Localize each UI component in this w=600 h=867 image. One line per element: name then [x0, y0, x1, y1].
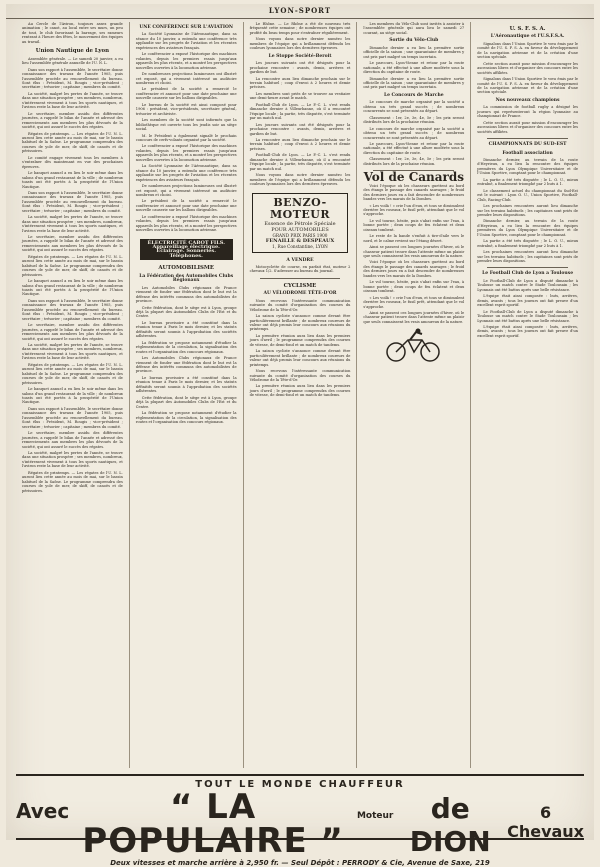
column-5	[471, 22, 584, 768]
ad-brand: BENZO-MOTEUR	[269, 195, 331, 221]
ad-line: Essence de Pétrole Spéciale	[264, 220, 336, 227]
section-heading: Sortie du Vélo-Club	[389, 38, 439, 44]
paragraph: La rencontre aura lieu dimanche prochain sur le terrain habituel ; coup d'envoi à 2 heures et demie précises.	[249, 76, 351, 90]
advertisement-benzo-moteur	[252, 193, 349, 253]
paragraph: Les joueurs suivants ont été désignés pour la prochaine rencontre : avants, demis, arrières et gardien de but.	[249, 122, 351, 136]
divider	[487, 267, 568, 268]
paragraph: Dans son rapport à l'assemblée, le secrétaire donne connaissance des travaux de l'année 1905, puis l'assemblée procède au renouvellement du bureau. Sont élus : Président, M. Rougis ; vice-président ; secrétaire ; trésorier ; capitaine ; membres du comité.	[22, 190, 123, 213]
paragraph: Le banquet annuel a eu lieu le soir même dans les salons d'un grand restaurant de la ville ; de nombreux toasts ont été portés à la prospérité de l'Union Nautique.	[22, 171, 123, 189]
paragraph: Classement : 1er, 2e, 3e, 4e, 5e ; les prix seront distribués lors de la prochaine réunion.	[363, 115, 465, 125]
newspaper-page	[6, 4, 594, 867]
paragraph: Les prochaines rencontres auront lieu dimanche sur les terrains habituels ; les capitaines sont priés de prendre leurs dispositions.	[477, 204, 578, 217]
section-heading: Le Stoppe Société-Beroit	[268, 53, 332, 59]
paragraph: Ainsi se passent ces longues journées d'hiver, où le chasseur patient trouve dans l'attente même un plaisir que seuls connaissent les vrais amoureux de la nature.	[363, 311, 465, 324]
paragraph: Le Rhône. — Le Rhône a été de nouveau très fréquenté cette semaine ; de nombreuses équipes ont profité du beau temps pour s'entraîner régulièrement.	[249, 22, 351, 35]
section-heading: UNE CONFÉRENCE SUR L'AVIATION	[139, 25, 234, 30]
ad-product-name: “ LA POPULAIRE ”	[82, 787, 344, 861]
paragraph: Le banquet annuel a eu lieu le soir même dans les salons d'un grand restaurant de la ville ; de nombreux toasts ont été portés à la prospérité de l'Union Nautique.	[22, 387, 123, 405]
paragraph: Signalons dans l'Union Sportive le vœu émis par le comité de l'U. S. F. S. A. en faveur du développement de la navigation aérienne et de la création d'une section spéciale.	[477, 41, 578, 60]
paragraph: Le bureau de la société est ainsi composé pour 1906 : président, vice-présidents, secrétaire général, trésorier et archiviste.	[135, 102, 237, 116]
paragraph: La société, malgré les pertes de l'année, se trouve dans une situation prospère ; ses membres, nombreux, s'intéressent vivement à tous les sports nautiques, et l'aviron reste la base de leur activité.	[22, 91, 123, 110]
paragraph: Voici l'époque où les chasseurs guettent au bord des étangs le passage des canards sauvages ; le froid des derniers jours en a fait descendre de nombreuses bandes vers les marais de la Dombes.	[363, 183, 465, 202]
paragraph: Nous recevons l'intéressante communication suivante du comité d'organisation des courses du Vélodrome de la Tête-d'Or.	[249, 298, 351, 312]
section-heading: CHAMPIONNATS DU SUD-EST	[488, 142, 567, 148]
paragraph: Régates de printemps. — Les régates de l'U. N. L. auront lieu cette année au mois de mai, sur le bassin habituel de la Saône. Le programme comprendra des courses de yole de mer, de skiff, de canoës et de périssoires.	[22, 362, 123, 385]
paragraph: Le secrétaire, membre assidu des différentes journées, a rappelé le bilan de l'année et adressé des remerciements aux membres les plus dévoués de la société, qui ont assuré le succès des régates.	[22, 323, 123, 341]
paragraph: Le parcours, Lyon-Vienne et retour par la route nationale, a été effectué à une allure modérée sous la direction du capitaine de route.	[363, 141, 465, 155]
paragraph: La rencontre aura lieu dimanche prochain sur le terrain habituel ; coup d'envoi à 2 heures et demie précises.	[249, 137, 351, 151]
paragraph: Le Football-Club de Lyon a disputé dimanche à Toulouse un match contre le Stade Toulousain ; les Lyonnais ont été battus après une belle résistance.	[477, 309, 578, 323]
ad-main-line	[16, 787, 584, 861]
ad-avec: Avec	[16, 799, 70, 823]
paragraph: « Les voilà ! » crie l'un d'eux, et tous se dissimulent derrière les roseaux, le fusil prêt, attendant que le vol s'approche.	[363, 203, 465, 217]
paragraph: Le parcours, Lyon-Vienne et retour par la route nationale, a été effectué à une allure modérée sous la direction du capitaine de route.	[363, 61, 465, 75]
ad-line: FENAILLE & DESPEAUX	[265, 237, 335, 244]
paragraph: Le conférencier a exposé l'historique des machines volantes, depuis les premiers essais jusqu'aux appareils les plus récents, et a montré les perspectives nouvelles ouvertes à la locomotion aérienne.	[135, 144, 237, 162]
paragraph: Les membres du Vélo-Club sont invités à assister à l'assemblée générale qui aura lieu le samedi 27 courant, au siège social.	[363, 22, 465, 35]
paragraph: Le comité engage vivement tous les membres à s'entraîner dès maintenant en vue des prochaines épreuves.	[22, 155, 123, 169]
paragraph: Nous voyons dans notre dernier numéro les membres de l'équipe qui a brillamment défendu les couleurs lyonnaises lors des dernières épreuves.	[249, 37, 351, 51]
paragraph: Dans son rapport à l'assemblée, le secrétaire donne connaissance des travaux de l'année 1905, puis l'assemblée procède au renouvellement du bureau. Sont élus : Président, M. Rougis ; vice-président ; secrétaire ; trésorier ; capitaine ; membres du comité.	[22, 406, 123, 429]
paragraph: La Société Lyonnaise de l'Aéronautique, dans sa séance du 10 janvier, a entendu une conférence très applaudie sur les progrès de l'aviation et les récentes expériences des aviateurs français.	[135, 164, 237, 182]
column-1	[16, 22, 130, 768]
paragraph: Régates de printemps. — Les régates de l'U. N. L. auront lieu cette année au mois de mai, sur le bassin habituel de la Saône. Le programme comprendra des courses de yole de mer, de skiff, de canoës et de périssoires.	[22, 254, 123, 277]
cyclist-illustration-icon	[384, 328, 444, 362]
advertisement-la-populaire	[16, 774, 584, 867]
paragraph: La saison cycliste s'annonce comme devant être particulièrement brillante ; de nombreux coureurs de valeur ont déjà promis leur concours aux réunions du printemps.	[249, 349, 351, 367]
paragraph: Le président de la société a remercié le conférencier et annoncé pour une date prochaine une nouvelle causerie sur les ballons dirigeables.	[135, 199, 237, 213]
paragraph: De nombreuses projections lumineuses ont illustré cet exposé, qui a vivement intéressé un auditoire nombreux et choisi.	[135, 184, 237, 197]
paragraph: Régates de printemps. — Les régates de l'U. N. L. auront lieu cette année au mois de mai, sur le bassin habituel de la Saône. Le programme comprendra des courses de yole de mer, de skiff, de canoës et de périssoires.	[22, 131, 123, 154]
paragraph: Le secrétaire, membre assidu des différentes journées, a rappelé le bilan de l'année et adressé des remerciements aux membres les plus dévoués de la société, qui ont assuré le succès des régates.	[22, 235, 123, 253]
paragraph: Dans son rapport à l'assemblée, le secrétaire donne connaissance des travaux de l'année 1905, puis l'assemblée procède au renouvellement du bureau. Sont élus : Président, M. Rougis ; vice-président ; secrétaire ; trésorier ; capitaine ; membres du comité.	[22, 67, 123, 90]
paragraph: L'équipe était ainsi composée : buts, arrières, demis, avants ; tous les joueurs ont fait preuve d'un excellent esprit sportif.	[477, 294, 578, 308]
paragraph: Au Cercle de l'Aviron, toujours assez grande animation ; le canot, au local entre ses murs, un peu de tout, le club favorisant la barrage, ses rameurs rentrant à l'heure des fêtes, le mouvement des équipes au travail.	[22, 22, 123, 44]
paragraph: Assemblée générale. — Le samedi 20 janvier, a eu lieu l'assemblée générale annuelle de l'U. N. L.	[22, 56, 123, 66]
article-columns	[16, 22, 584, 768]
paragraph: La saison cycliste s'annonce comme devant être particulièrement brillante ; de nombreux coureurs de valeur ont déjà promis leur concours aux réunions du printemps.	[249, 314, 351, 332]
paragraph: Le conférencier a exposé l'historique des machines volantes, depuis les premiers essais jusqu'aux appareils les plus récents, et a montré les perspectives nouvelles ouvertes à la locomotion aérienne.	[135, 52, 237, 70]
paragraph: La société, malgré les pertes de l'année, se trouve dans une situation prospère ; ses membres, nombreux, s'intéressent vivement à tous les sports nautiques, et l'aviron reste la base de leur activité.	[22, 450, 123, 469]
paragraph: Cette section aurait pour mission d'encourager les ascensions libres et d'organiser des concours entre les sociétés affiliées.	[477, 120, 578, 134]
divider	[260, 278, 341, 279]
paragraph: Le reste de la bande s'enfuit à tire-d'aile vers le nord, et le calme revient sur l'étang désert.	[363, 234, 465, 243]
divider	[487, 138, 568, 139]
paragraph: Ainsi se passent ces longues journées d'hiver, où le chasseur patient trouve dans l'attente même un plaisir que seuls connaissent les vrais amoureux de la nature.	[363, 245, 465, 259]
paragraph: Football-Club de Lyon. — Le F.-C. L. s'est rendu dimanche dernier à Villeurbanne, où il a rencontré l'équipe locale ; la partie, très disputée, s'est terminée par un match nul.	[249, 153, 351, 171]
paragraph: La partie a été très disputée ; le L. O. U., mieux entraîné, a finalement triomphé par 2 buts à 1.	[477, 177, 578, 187]
ad-moteur: Moteur	[356, 811, 394, 821]
paragraph: Le conférencier a exposé l'historique des machines volantes, depuis les premiers essais jusqu'aux appareils les plus récents, et a montré les perspectives nouvelles ouvertes à la locomotion aérienne.	[135, 214, 237, 233]
paragraph: Le concours de marche organisé par la société a obtenu un très grand succès ; de nombreux concurrents se sont présentés au départ.	[363, 100, 465, 114]
paragraph: Les membres de la société sont informés que la bibliothèque est ouverte tous les jeudis soir au siège social.	[135, 118, 237, 132]
paragraph: La Société Lyonnaise de l'Aéronautique, dans sa séance du 10 janvier, a entendu une conférence très applaudie sur les progrès de l'aviation et les récentes expériences des aviateurs français.	[135, 32, 237, 50]
advertisement-electricite: ÉLECTRICITÉ CABOT FILS. Appareillage électrique. Éclairage. Sonneries. Téléphones.	[140, 239, 233, 261]
paragraph: Cette fédération, dont le siège est à Lyon, groupe déjà la plupart des Automobiles Clubs de l'Est et du Centre.	[135, 305, 237, 319]
ad-horsepower: 6 Chevaux	[507, 803, 584, 841]
paragraph: Le concours de marche organisé par la société a obtenu un très grand succès ; de nombreux concurrents se sont présentés au départ.	[363, 126, 465, 140]
section-heading: Le Football Club de Lyon a Toulouse	[482, 271, 574, 277]
paragraph: Les joueurs suivants ont été désignés pour la prochaine rencontre : avants, demis, arrières et gardien de but.	[249, 61, 351, 75]
paragraph: De nombreuses projections lumineuses ont illustré cet exposé, qui a vivement intéressé un auditoire nombreux et choisi.	[135, 72, 237, 85]
paragraph: Dimanche dernier, au terrain de la route d'Heyrieux, a eu lieu la rencontre des équipes premières du Lyon Olympique Universitaire et de l'Union Sportive, comptant pour le championnat.	[477, 157, 578, 176]
paragraph: M. le Président a également signalé le prochain concours de cerfs-volants organisé par la société.	[135, 133, 237, 142]
paragraph: Dimanche dernier a eu lieu la première sortie officielle de la saison ; une quarantaine de membres y ont pris part malgré un temps incertain.	[363, 76, 465, 90]
section-heading: CYCLISME	[283, 282, 317, 289]
section-subheading: La Fédération des Automobiles Clubs Régionaux	[139, 273, 234, 284]
ad-line: POUR AUTOMOBILES	[271, 226, 329, 233]
paragraph: Les membres sont priés de se trouver au vestiaire une demi-heure avant le match.	[249, 91, 351, 101]
paragraph: Le secrétaire, membre assidu des différentes journées, a rappelé le bilan de l'année et adressé des remerciements aux membres les plus dévoués de la société, qui ont assuré le succès des régates.	[22, 111, 123, 130]
paragraph: Classement : 1er, 2e, 3e, 4e, 5e ; les prix seront distribués lors de la prochaine réunion.	[363, 157, 465, 166]
paragraph: La première réunion aura lieu dans les premiers jours d'avril ; le programme comprendra des courses de vitesse, de demi-fond et un match de tandems.	[249, 384, 351, 398]
paragraph: La fédération se propose notamment d'étudier la réglementation de la circulation, la signalisation des routes et l'organisation des concours régionaux.	[135, 340, 237, 354]
ad-footer: Deux vitesses et marche arrière à 2,950 fr. — Seul Dépôt : PERRODY & Cie, Avenue de Saxe, 219	[110, 859, 490, 867]
section-heading: AUTOMOBILISME	[158, 265, 214, 272]
ad-brand: de DION	[409, 792, 491, 858]
paragraph: La commission de football rugby a désigné les joueurs qui représenteront la région lyonnaise au championnat de France.	[477, 105, 578, 119]
ad-line: GRAND PRIX PARIS 1900	[272, 232, 328, 238]
paragraph: La société, malgré les pertes de l'année, se trouve dans une situation prospère ; ses membres, nombreux, s'intéressent vivement à tous les sports nautiques, et l'aviron reste la base de leur activité.	[22, 343, 123, 361]
paragraph: Nous recevons l'intéressante communication suivante du comité d'organisation des courses du Vélodrome de la Tête-d'Or.	[249, 369, 351, 383]
masthead	[6, 4, 594, 19]
column-4	[357, 22, 471, 768]
article-headline: Vol de Canards	[363, 170, 465, 185]
paragraph: Le bureau provisoire a été constitué dans la réunion tenue à Paris le mois dernier, et les statuts définitifs seront soumis à l'approbation des sociétés adhérentes.	[135, 375, 237, 394]
column-2	[130, 22, 244, 768]
paragraph: Le président de la société a remercié le conférencier et annoncé pour une date prochaine une nouvelle causerie sur les ballons dirigeables.	[135, 87, 237, 101]
paragraph: Cette section aurait pour mission d'encourager les ascensions libres et d'organiser des concours entre les sociétés affiliées.	[477, 61, 578, 75]
section-subheading: L'Aéronautique et l'U.S.F.S.A.	[490, 34, 565, 40]
paragraph: L'équipe était ainsi composée : buts, arrières, demis, avants ; tous les joueurs ont fait preuve d'un excellent esprit sportif.	[477, 325, 578, 338]
paragraph: Motocyclette de course, en parfait état, moteur 2 chevaux 1/2. S'adresser au bureau du journal.	[249, 264, 351, 274]
paragraph: Les prochaines rencontres auront lieu dimanche sur les terrains habituels ; les capitaines sont priés de prendre leurs dispositions.	[477, 250, 578, 264]
paragraph: Dans son rapport à l'assemblée, le secrétaire donne connaissance des travaux de l'année 1905, puis l'assemblée procède au renouvellement du bureau. Sont élus : Président, M. Rougis ; vice-président ; secrétaire ; trésorier ; capitaine ; membres du comité.	[22, 298, 123, 321]
section-heading: Le Concours de Marche	[383, 92, 444, 98]
paragraph: Le bureau provisoire a été constitué dans la réunion tenue à Paris le mois dernier, et les statuts définitifs seront soumis à l'approbation des sociétés adhérentes.	[135, 320, 237, 339]
paragraph: Le secrétaire, membre assidu des différentes journées, a rappelé le bilan de l'année et adressé des remerciements aux membres les plus dévoués de la société, qui ont assuré le succès des régates.	[22, 431, 123, 449]
paragraph: La fédération se propose notamment d'étudier la réglementation de la circulation, la signalisation des routes et l'organisation des concours régionaux.	[135, 411, 237, 424]
paragraph: Les Automobiles Clubs régionaux de France viennent de fonder une fédération dont le but est la défense des intérêts communs des automobilistes de province.	[135, 356, 237, 374]
section-subheading: Nos nouveaux champions	[495, 97, 560, 103]
section-heading: U. S. F. S. A.	[509, 26, 546, 32]
masthead-title: LYON-SPORT	[268, 6, 332, 15]
paragraph: Le banquet annuel a eu lieu le soir même dans les salons d'un grand restaurant de la ville ; de nombreux toasts ont été portés à la prospérité de l'Union Nautique.	[22, 279, 123, 297]
section-subheading: AU VÉLODROME TÊTE-D'OR	[263, 291, 337, 297]
paragraph: Dimanche dernier a eu lieu la première sortie officielle de la saison ; une quarantaine de membres y ont pris part malgré un temps incertain.	[363, 45, 465, 59]
paragraph: La première réunion aura lieu dans les premiers jours d'avril ; le programme comprendra des courses de vitesse, de demi-fond et un match de tandems.	[249, 333, 351, 347]
ad-tagline: TOUT LE MONDE CHAUFFEUR	[195, 779, 405, 790]
paragraph: Les Automobiles Clubs régionaux de France viennent de fonder une fédération dont le but est la défense des intérêts communs des automobilistes de province.	[135, 285, 237, 304]
paragraph: Dimanche dernier, au terrain de la route d'Heyrieux, a eu lieu la rencontre des équipes premières du Lyon Olympique Universitaire et de l'Union Sportive, comptant pour le championnat.	[477, 219, 578, 237]
paragraph: La partie a été très disputée ; le L. O. U., mieux entraîné, a finalement triomphé par 2 buts à 1.	[477, 239, 578, 248]
paragraph: Le vol tourne, hésite, puis s'abat enfin sur l'eau, à bonne portée ; deux coups de feu éclatent et deux oiseaux tombent.	[363, 280, 465, 294]
paragraph: Signalons dans l'Union Sportive le vœu émis par le comité de l'U. S. F. S. A. en faveur du développement de la navigation aérienne et de la création d'une section spéciale.	[477, 77, 578, 95]
paragraph: « Les voilà ! » crie l'un d'eux, et tous se dissimulent derrière les roseaux, le fusil prêt, attendant que le vol s'approche.	[363, 295, 465, 309]
column-3	[244, 22, 358, 768]
paragraph: Régates de printemps. — Les régates de l'U. N. L. auront lieu cette année au mois de mai, sur le bassin habituel de la Saône. Le programme comprendra des courses de yole de mer, de skiff, de canoës et de périssoires.	[22, 470, 123, 493]
paragraph: Nous voyons dans notre dernier numéro les membres de l'équipe qui a brillamment défendu les couleurs lyonnaises lors des dernières épreuves.	[249, 173, 351, 187]
paragraph: La société, malgré les pertes de l'année, se trouve dans une situation prospère ; ses membres, nombreux, s'intéressent vivement à tous les sports nautiques, et l'aviron reste la base de leur activité.	[22, 215, 123, 233]
section-heading: A VENDRE	[286, 257, 314, 263]
ad-line: 1, Rue Constantine, LYON	[272, 243, 328, 249]
section-subheading: Football association	[502, 150, 553, 156]
section-heading: Union Nautique de Lyon	[35, 48, 110, 55]
paragraph: Le classement actuel du championnat du Sud-Est est le suivant : Lyon O. U., Union Sportive, Football-Club, Racing-Club.	[477, 188, 578, 202]
paragraph: Le Football-Club de Lyon a disputé dimanche à Toulouse un match contre le Stade Toulousain ; les Lyonnais ont été battus après une belle résistance.	[477, 278, 578, 292]
paragraph: Voici l'époque où les chasseurs guettent au bord des étangs le passage des canards sauvages ; le froid des derniers jours en a fait descendre de nombreuses bandes vers les marais de la Dombes.	[363, 260, 465, 278]
paragraph: Cette fédération, dont le siège est à Lyon, groupe déjà la plupart des Automobiles Clubs de l'Est et du Centre.	[135, 395, 237, 409]
paragraph: Le vol tourne, hésite, puis s'abat enfin sur l'eau, à bonne portée ; deux coups de feu éclatent et deux oiseaux tombent.	[363, 218, 465, 232]
paragraph: Football-Club de Lyon. — Le F.-C. L. s'est rendu dimanche dernier à Villeurbanne, où il a rencontré l'équipe locale ; la partie, très disputée, s'est terminée par un match nul.	[249, 102, 351, 121]
